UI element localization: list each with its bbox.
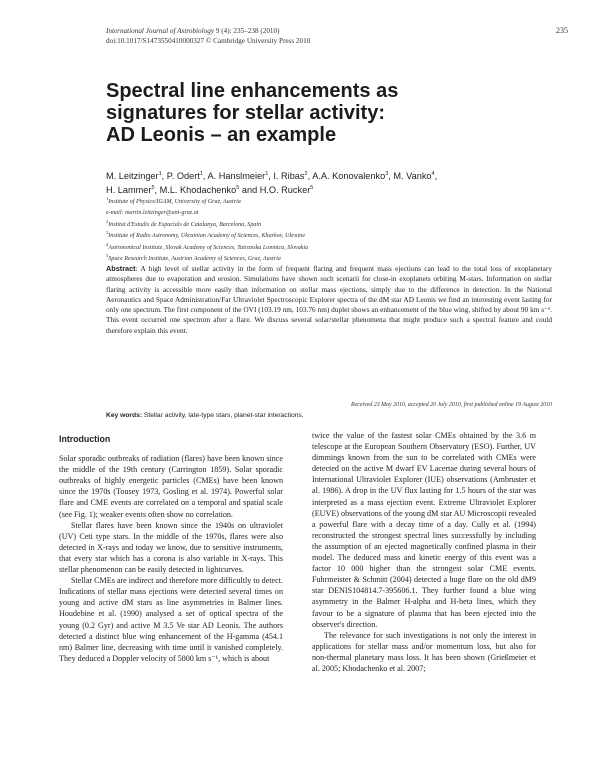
author-name: M. Leitzinger — [106, 171, 159, 182]
journal-citation-line — [106, 26, 506, 36]
affiliation-number: 2 — [106, 218, 109, 224]
doi-line: doi:10.1017/S1473550410000327 © Cambridge University Press 2010 — [106, 37, 311, 45]
author — [167, 171, 208, 181]
body-paragraph: Stellar CMEs are indirect and therefore more difficultly to detect. Indications of stellar mass ejections were detected several times on young and active dM stars as line asymmetries in Balmer lines. Houdebine et al. (1990) analysed a set of optical spectra of the young (0.2 Gyr) and active M 3.5 Ve star AD Leonis. The authors detected a distinct blue wing enhancement of the H-gamma (454.1 nm) Balmer line, decreasing with time until it vanished completely. They deduced a Doppler velocity of 5800 km s⁻¹, which is about — [59, 576, 284, 663]
author — [106, 171, 167, 181]
keywords-text: Stellar activity, late-type stars, planet-star interactions. — [142, 412, 304, 419]
title-line: Spectral line enhancements as — [106, 80, 399, 102]
affiliation-marker: 2 — [304, 171, 308, 177]
keywords — [106, 412, 552, 419]
affiliation-text: Institute of Physics/IGAM, University of Graz, Austria — [108, 199, 241, 206]
abstract — [106, 264, 552, 336]
author-separator: , — [161, 171, 167, 182]
author-separator: , — [307, 171, 313, 182]
affiliation — [106, 195, 546, 206]
author-name: A.A. Konovalenko — [312, 171, 386, 182]
journal-name: International Journal of Astrobiology — [106, 27, 215, 35]
author — [160, 185, 260, 195]
title-line: AD Leonis – an example — [106, 124, 337, 146]
affiliation-number: 5 — [106, 253, 109, 259]
body-paragraph: The relevance for such investigations is not only the interest in applications for stellar mass and/or momentum loss, but also for non-thermal planetary mass loss. It has been shown (Grießmeier et al. 2005; Khodachenko et al. 2007; — [312, 630, 536, 673]
affiliation-number: 1 — [106, 196, 109, 201]
article-title — [106, 80, 486, 146]
affiliation-number: 4 — [106, 241, 109, 247]
author — [207, 171, 273, 181]
affiliation-marker: 1 — [158, 171, 162, 177]
page-number: 235 — [556, 26, 568, 35]
author-separator: , — [154, 185, 160, 196]
affiliation-marker: 5 — [236, 185, 240, 192]
email-address[interactable]: e-mail: martin.leitzinger@uni-graz.at — [106, 210, 199, 217]
author-name: M.L. Khodachenko — [159, 185, 237, 196]
affiliation-text: Astronomical Institute, Slovak Academy of Sciences, Tatranska Lomnica, Slovakia — [108, 244, 309, 251]
affiliation — [106, 229, 546, 240]
author — [260, 185, 314, 195]
author-name: M. Vanko — [393, 171, 432, 182]
journal-volume: 9 (4): 235–238 (2010) — [214, 27, 280, 35]
author-name: P. Odert — [166, 171, 200, 182]
affiliation — [106, 241, 546, 252]
affiliation-marker: 5 — [310, 185, 314, 192]
abstract-label: Abstract — [106, 264, 136, 273]
received-dates: Received 23 May 2010, accepted 20 July 2010, first published online 19 August 2010 — [351, 402, 552, 408]
right-column — [312, 430, 536, 674]
affiliation-marker: 4 — [431, 171, 435, 177]
affiliation-list — [106, 195, 546, 264]
affiliation-email — [106, 206, 546, 217]
keywords-label: Key words: — [106, 412, 143, 419]
author-name: A. Hanslmeier — [207, 171, 266, 182]
body-paragraph: twice the value of the fastest solar CMEs obtained by the 3.6 m telescope at the European Southern Observatory (ESO). Further, UV dimmings known from the sun to be correlated with CMEs were detected on the active M dwarf EV Lacertae during several hours of International Ultraviolet Explorer (IUE) observations (Ambruster et al. 1986). A drop in the UV flux lasting for 1.5 hours of the star was interpreted as a mass ejection event. Extreme Ultraviolet Explorer (EUVE) observations of the young dM star AU Microscopii revealed a powerful flare with a decay time of a day. Cully et al. (1994) reconstructed the strongest spectral lines successfully by including the assumption of an ejected magnetically confined plasma in their model. The deduced mass and kinetic energy of this event was a factor 10 000 higher than the strongest solar CME events. Fuhrmeister & Schmitt (2004) detected a huge flare on the old dM9 star DENIS104814.7-395606.1. They further found a blue wing asymmetry in the Balmer H-alpha and H-beta lines, which they favour to be a signature of plasma that has been ejected into the observer's direction. — [312, 431, 536, 629]
affiliation-text: Institute of Radio Astronomy, Ukrainian Academy of Sciences, Kharkov, Ukraine — [108, 233, 306, 240]
affiliation — [106, 252, 546, 263]
author — [393, 171, 437, 181]
author-name: H. Lammer — [106, 185, 152, 196]
body-paragraph: Solar sporadic outbreaks of radiation (flares) have been known since the middle of the 19th century (Carrington 1859). Solar sporadic outbreaks of highly energetic particles (CMEs) have been known since the 1970s (Tousey 1973, Gosling et al. 1974). Powerful solar flare and CME events are correlated on a temporal and spatial scale (see Fig. 1); weaker events often show no correlation. — [59, 454, 283, 519]
author-separator: , — [268, 171, 274, 182]
abstract-text: : A high level of stellar activity in the form of frequent flaring and frequent mass ejections can lead to the total loss of exoplanetary atmospheres due to evaporation and erosion. Simulations have shown such scenarii for close-in exoplanets orbiting M-stars. Information on stellar flaring activity is accessible more easily than information on stellar mass ejections, simply due to the difference in detection. In the National Aeronautics and Space Administration/Far Ultraviolet Spectroscopic Explorer spectra of the dM star AD Leonis we find an interesting event lasting for only one spectrum. The first component of the OVI (103.19 nm, 103.76 nm) duplet shows an enhancement of the blue wing, shifted by about 90 km s⁻¹. This event occurred one spectrum after a flare. We discuss several solar/stellar phenomena that might produce such a spectral feature and could therefore explain this event. — [106, 264, 552, 335]
author-separator: , — [202, 171, 208, 182]
affiliation-number: 3 — [106, 230, 109, 236]
author — [106, 185, 160, 195]
author-name: H.O. Rucker — [259, 185, 311, 196]
author-separator: , — [434, 171, 438, 182]
title-line: signatures for stellar activity: — [106, 102, 385, 124]
journal-header — [106, 26, 506, 46]
affiliation-text: Space Research Institute, Austrian Academy of Sciences, Graz, Austria — [108, 256, 281, 263]
affiliation — [106, 218, 546, 229]
author-separator: , — [388, 171, 394, 182]
author-list — [106, 168, 546, 196]
section-heading-introduction: Introduction — [59, 434, 111, 444]
affiliation-marker: 1 — [265, 171, 269, 177]
affiliation-text: Institut d'Estudis de Espacials de Catalunya, Barcelona, Spain — [108, 221, 262, 228]
author-separator: and — [239, 185, 260, 196]
author — [312, 171, 393, 181]
affiliation-marker: 3 — [385, 171, 389, 177]
left-column — [59, 430, 283, 664]
body-paragraph: Stellar flares have been known since the 1940s on ultraviolet (UV) Ceti type stars. In the middle of the 1970s, flares were also detected in X-rays and today we know, due to sensitive instruments, that every star which has a corona is also variable in X-rays. This stellar phenomenon can be easily detected in lightcurves. — [59, 520, 283, 575]
affiliation-marker: 1 — [199, 171, 203, 177]
affiliation-marker: 5 — [151, 185, 155, 192]
author-name: I. Ribas — [273, 171, 305, 182]
author — [273, 171, 312, 181]
